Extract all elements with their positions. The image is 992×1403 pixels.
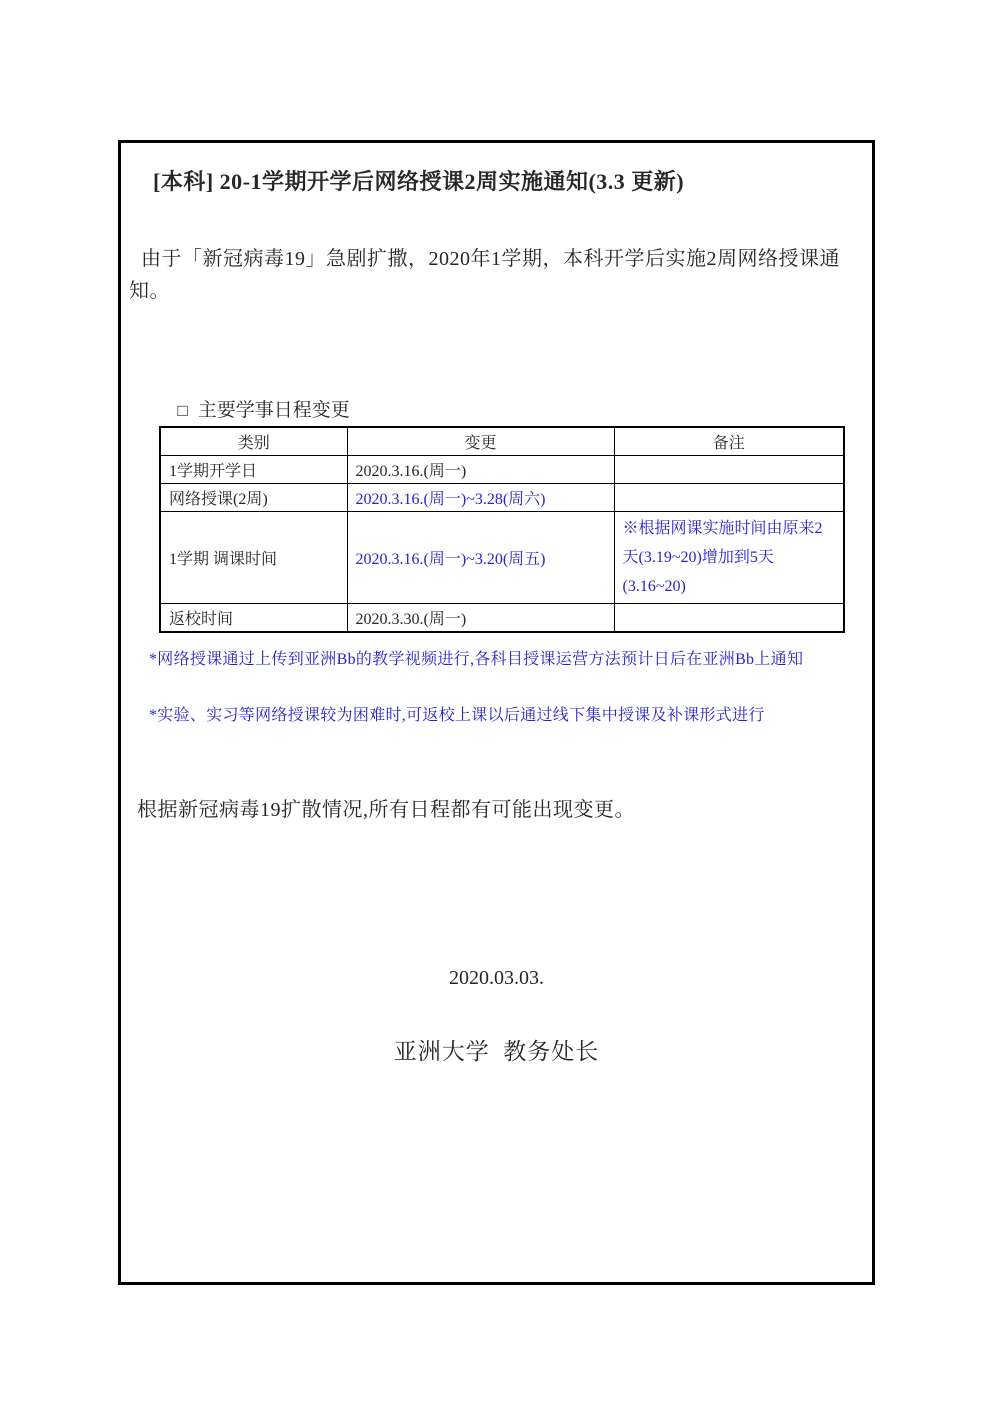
table-header-note: 备注	[614, 427, 844, 456]
notice-border	[118, 140, 875, 1285]
table-row	[160, 604, 844, 633]
disclaimer-paragraph: 根据新冠病毒19扩散情况,所有日程都有可能出现变更。	[137, 799, 635, 821]
cell-note	[614, 456, 844, 484]
cell-note: ※根据网课实施时间由原来2天(3.19~20)增加到5天(3.16~20)	[614, 512, 844, 604]
cell-change: 2020.3.16.(周一)~3.28(周六)	[347, 484, 614, 512]
cell-category: 1学期开学日	[160, 456, 347, 484]
cell-change: 2020.3.16.(周一)~3.20(周五)	[347, 512, 614, 604]
cell-category: 网络授课(2周)	[160, 484, 347, 512]
issue-date: 2020.03.03.	[449, 967, 544, 989]
table-header-change: 变更	[347, 427, 614, 456]
cell-note	[614, 604, 844, 633]
table-row	[160, 484, 844, 512]
table-header-row	[160, 427, 844, 456]
table-row	[160, 456, 844, 484]
intro-paragraph: 由于「新冠病毒19」急剧扩撒，2020年1学期，本科开学后实施2周网络授课通知。	[129, 248, 840, 302]
section-heading-label: 主要学事日程变更	[197, 400, 350, 421]
checkbox-square-icon: □	[177, 401, 188, 420]
cell-change: 2020.3.30.(周一)	[347, 604, 614, 633]
cell-category: 1学期 调课时间	[160, 512, 347, 604]
signature: 亚洲大学 教务处长	[393, 1039, 600, 1064]
cell-category: 返校时间	[160, 604, 347, 633]
table-header-category: 类别	[160, 427, 347, 456]
footnote-lab-courses: *实验、实习等网络授课较为困难时,可返校上课以后通过线下集中授课及补课形式进行	[149, 707, 765, 724]
footnote-online-teaching: *网络授课通过上传到亚洲Bb的教学视频进行,各科目授课运营方法预计日后在亚洲Bb上通知	[149, 651, 804, 668]
notice-title: [本科] 20-1学期开学后网络授课2周实施通知(3.3 更新)	[153, 169, 685, 194]
schedule-table	[159, 426, 845, 633]
cell-note	[614, 484, 844, 512]
table-row	[160, 512, 844, 604]
cell-change: 2020.3.16.(周一)	[347, 456, 614, 484]
